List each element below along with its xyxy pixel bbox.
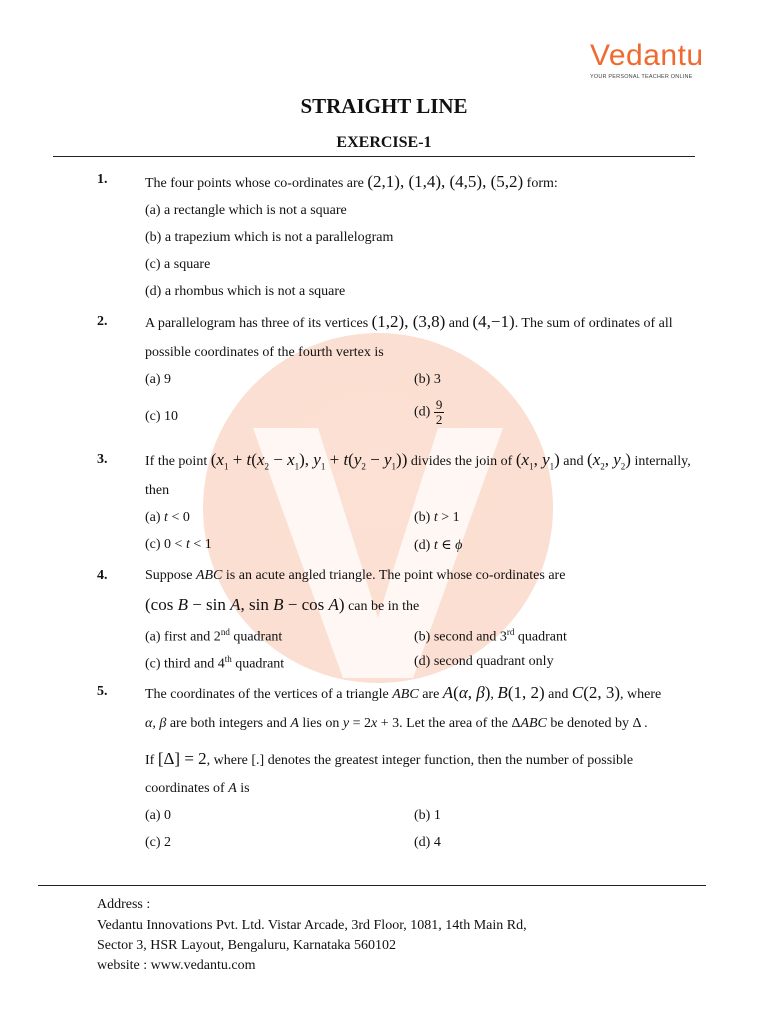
q5-floor-eq: [Δ] = 2 — [157, 749, 207, 768]
q4-c-suffix: quadrant — [235, 656, 285, 672]
q5-triangle: ΔABC — [511, 716, 547, 731]
q4-a-sup: nd — [220, 627, 230, 637]
q1-option-c[interactable]: (c) a square — [145, 257, 211, 272]
q5-lies: lies on — [302, 716, 340, 731]
logo-tagline: YOUR PERSONAL TEACHER ONLINE — [590, 74, 693, 80]
q5-text-f: coordinates of — [145, 781, 225, 796]
footer-address-line2: Sector 3, HSR Layout, Bengaluru, Karnataka 560102 — [97, 938, 396, 953]
q2-option-a[interactable]: (a) 9 — [145, 372, 172, 387]
q3-p1: ($x_1$, $y_1$) — [515, 450, 560, 472]
page-title: STRAIGHT LINE — [300, 94, 468, 118]
q4-a-suffix: quadrant — [233, 629, 283, 645]
fraction-numerator: 9 — [435, 397, 443, 412]
title-divider — [53, 156, 695, 157]
q5-option-a[interactable]: (a) 0 — [145, 808, 172, 823]
q5-line-equation: y = 2x + 3 — [342, 716, 400, 731]
q3-text-a: If the point — [145, 454, 208, 469]
q5-if: If — [145, 753, 155, 768]
page-subtitle: EXERCISE-1 — [336, 134, 432, 151]
logo-text: Vedantu — [590, 39, 704, 72]
q4-c-label: (c) third and 4 — [145, 656, 225, 672]
question-5-number: 5. — [97, 684, 108, 699]
q5-abc: ABC — [392, 687, 419, 702]
q3-text-c: internally, — [634, 454, 691, 469]
question-5-text: The coordinates of the vertices of a triangle ABC are A(α, β), B(1, 2) and C(2, 3), where — [145, 683, 662, 702]
q5-delta: Δ . — [632, 716, 648, 731]
q3-c-label: (c) — [145, 537, 161, 552]
q3-option-b[interactable]: (b) t > 1 — [414, 510, 460, 525]
q1-option-b[interactable]: (b) a trapezium which is not a parallelogram — [145, 230, 394, 245]
q5-text-a: The coordinates of the vertices of a triangle — [145, 687, 389, 702]
q4-coordinate-expression: (cos B − sin A, sin B − cos A) — [145, 595, 345, 614]
q3-option-a[interactable]: (a) t < 0 — [145, 510, 190, 525]
question-1-number: 1. — [97, 172, 108, 187]
q5-text-c: . Let the area of the — [399, 716, 508, 731]
q2-option-d[interactable] — [414, 398, 444, 427]
q2-option-b[interactable]: (b) 3 — [414, 372, 441, 387]
q2-text-a: A parallelogram has three of its vertices — [145, 316, 369, 331]
footer-address-line1: Vedantu Innovations Pvt. Ltd. Vistar Arcade, 3rd Floor, 1081, 14th Main Rd, — [97, 918, 527, 933]
q3-option-d[interactable]: (d) t ∈ ϕ — [414, 538, 463, 553]
q1-option-a[interactable]: (a) a rectangle which is not a square — [145, 203, 347, 218]
q5-text-b: are both integers and — [169, 716, 287, 731]
q5-is: is — [240, 781, 250, 796]
fraction-denominator: 2 — [435, 412, 443, 427]
q4-text-b: is an acute angled triangle. The point whose co-ordinates are — [225, 568, 566, 583]
question-1-text — [145, 172, 558, 192]
q4-text-c: can be in the — [348, 599, 420, 614]
q1-text-a: The four points whose co-ordinates are — [145, 176, 364, 191]
q5-text-line4 — [145, 781, 250, 797]
q1-option-d[interactable]: (d) a rhombus which is not a square — [145, 284, 346, 299]
question-2-text — [145, 312, 673, 332]
q5-where: , where — [620, 687, 662, 702]
q3-text-b: divides the join of — [410, 454, 513, 469]
question-3-text — [145, 450, 691, 471]
q4-text-a: Suppose — [145, 568, 193, 583]
q5-and: and — [548, 687, 569, 702]
q5-text-line2 — [145, 716, 648, 732]
q5-vertex-c: C(2, 3) — [571, 683, 621, 702]
q1-points: (2,1), (1,4), (4,5), (5,2) — [367, 172, 524, 191]
q4-b-label: (b) second and 3 — [414, 629, 507, 645]
question-4-number: 4. — [97, 568, 108, 583]
q3-text-d: then — [145, 483, 170, 498]
footer-divider — [38, 885, 706, 886]
question-4-text — [145, 568, 565, 584]
q5-alpha-beta: α, β — [145, 716, 167, 731]
q2-text-b: . The sum of ordinates of all — [514, 316, 673, 331]
q3-d-label: (d) — [414, 538, 431, 553]
q2-and: and — [448, 316, 470, 331]
q4-a-label: (a) first and 2 — [145, 629, 221, 645]
q5-option-c[interactable]: (c) 2 — [145, 835, 172, 850]
q2-text-c: possible coordinates of the fourth vertex is — [145, 345, 384, 360]
q4-b-suffix: quadrant — [517, 629, 567, 645]
vedantu-logo — [590, 40, 710, 80]
q5-are: are — [422, 687, 440, 702]
q3-option-c[interactable]: (c) 0 < t < 1 — [145, 537, 212, 552]
q3-b-label: (b) — [414, 510, 431, 525]
q5-vertex-a: A(α, β) — [442, 683, 491, 702]
q2-v1: (1,2), (3,8) — [371, 312, 446, 331]
q3-p2: ($x_2$, $y_2$) — [587, 450, 631, 472]
q2-option-d-fraction — [434, 398, 445, 427]
q5-point-a-2: A — [228, 781, 237, 796]
q5-text-line3 — [145, 749, 633, 769]
q5-text-e: , where [.] denotes the greatest integer function, then the number of possible — [206, 753, 634, 768]
q1-text-b: form: — [526, 176, 558, 191]
q3-and: and — [563, 454, 584, 469]
footer-address-label: Address : — [97, 897, 151, 912]
q4-option-a[interactable] — [145, 627, 282, 646]
q2-option-d-label: (d) — [414, 404, 431, 420]
q4-option-c[interactable] — [145, 654, 284, 673]
q5-option-b[interactable]: (b) 1 — [414, 808, 441, 823]
question-3-number: 3. — [97, 452, 108, 467]
footer-website[interactable]: website : www.vedantu.com — [97, 958, 256, 973]
q4-c-sup: th — [224, 654, 232, 664]
q4-option-b[interactable] — [414, 627, 567, 646]
q5-text-d: be denoted by — [550, 716, 629, 731]
q3-point-expression: ($x_1 + t(x_2 - x_1)$, $y_1 + t(y_2 - y_1)$) — [210, 450, 408, 472]
question-2-number: 2. — [97, 314, 108, 329]
q4-option-d[interactable]: (d) second quadrant only — [414, 654, 554, 669]
q5-point-a: A — [290, 716, 299, 731]
q5-vertex-b: B(1, 2) — [497, 683, 545, 702]
q4-text-line2 — [145, 595, 419, 615]
q5-option-d[interactable]: (d) 4 — [414, 835, 441, 850]
q3-a-label: (a) — [145, 510, 161, 525]
q2-v2: (4,−1) — [472, 312, 515, 331]
q4-b-sup: rd — [506, 627, 515, 637]
q2-option-c[interactable]: (c) 10 — [145, 409, 179, 424]
q4-abc: ABC — [195, 568, 223, 583]
